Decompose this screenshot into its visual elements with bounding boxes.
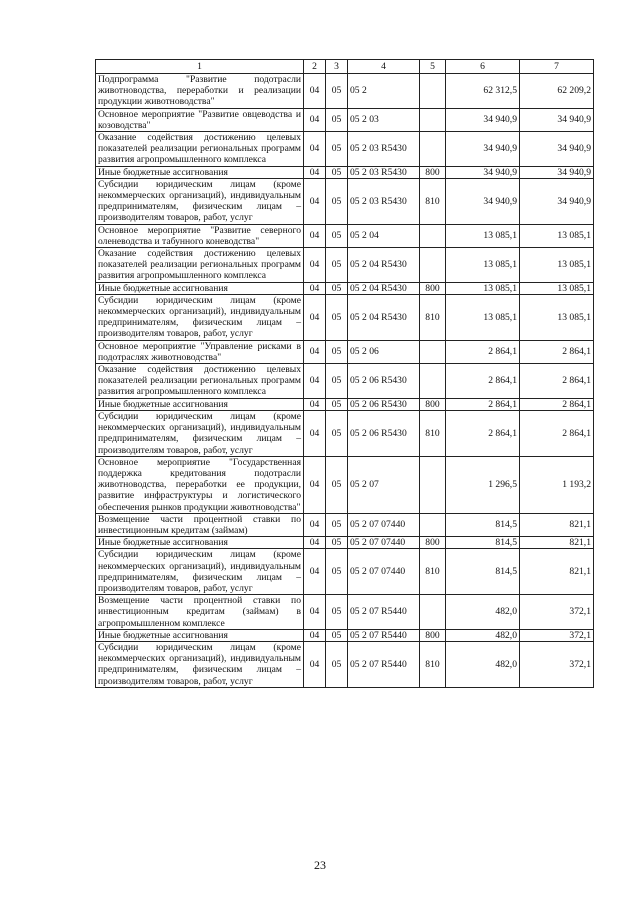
cell-amount-year1: 2 864,1 xyxy=(446,398,520,410)
cell-section: 05 xyxy=(326,178,348,224)
cell-section: 05 xyxy=(326,398,348,410)
table-row xyxy=(96,132,594,167)
cell-target-article: 05 2 03 R5430 xyxy=(348,166,420,178)
cell-target-article: 05 2 04 R5430 xyxy=(348,248,420,283)
cell-expense-type: 800 xyxy=(420,537,446,549)
table-row xyxy=(96,108,594,131)
cell-name: Оказание содействия достижению целевых показателей реализации региональных программ развития агропромышленного комплекса xyxy=(96,248,304,283)
cell-name: Возмещение части процентной ставки по инвестиционным кредитам (займам) в агропромышленном комплексе xyxy=(96,595,304,630)
cell-section: 05 xyxy=(326,549,348,595)
cell-expense-type xyxy=(420,364,446,399)
cell-ministry: 04 xyxy=(304,537,326,549)
cell-amount-year1: 482,0 xyxy=(446,629,520,641)
cell-section: 05 xyxy=(326,74,348,109)
cell-section: 05 xyxy=(326,282,348,294)
table-row xyxy=(96,74,594,109)
cell-target-article: 05 2 06 xyxy=(348,340,420,363)
page-number: 23 xyxy=(314,858,326,872)
header-col-4: 4 xyxy=(348,60,420,74)
cell-amount-year1: 34 940,9 xyxy=(446,132,520,167)
header-col-5: 5 xyxy=(420,60,446,74)
cell-ministry: 04 xyxy=(304,108,326,131)
cell-name: Основное мероприятие "Управление рисками в подотраслях животноводства" xyxy=(96,340,304,363)
table-row xyxy=(96,398,594,410)
cell-amount-year1: 34 940,9 xyxy=(446,178,520,224)
table-row xyxy=(96,549,594,595)
cell-ministry: 04 xyxy=(304,595,326,630)
header-col-1: 1 xyxy=(96,60,304,74)
cell-expense-type xyxy=(420,595,446,630)
cell-amount-year2: 13 085,1 xyxy=(520,248,594,283)
cell-target-article: 05 2 04 R5430 xyxy=(348,282,420,294)
header-col-7: 7 xyxy=(520,60,594,74)
cell-amount-year1: 482,0 xyxy=(446,595,520,630)
cell-amount-year2: 13 085,1 xyxy=(520,282,594,294)
table-row xyxy=(96,364,594,399)
cell-expense-type xyxy=(420,340,446,363)
cell-amount-year2: 2 864,1 xyxy=(520,340,594,363)
header-col-3: 3 xyxy=(326,60,348,74)
cell-amount-year2: 13 085,1 xyxy=(520,294,594,340)
cell-name: Субсидии юридическим лицам (кроме некоммерческих организаций), индивидуальным предпринимателям, физическим лицам – производителям товаров, работ, услуг xyxy=(96,178,304,224)
cell-ministry: 04 xyxy=(304,513,326,536)
cell-amount-year1: 62 312,5 xyxy=(446,74,520,109)
table-row xyxy=(96,166,594,178)
cell-amount-year2: 821,1 xyxy=(520,513,594,536)
cell-amount-year1: 482,0 xyxy=(446,641,520,687)
cell-expense-type xyxy=(420,513,446,536)
cell-name: Субсидии юридическим лицам (кроме некоммерческих организаций), индивидуальным предпринимателям, физическим лицам – производителям товаров, работ, услуг xyxy=(96,549,304,595)
cell-ministry: 04 xyxy=(304,224,326,247)
cell-name: Оказание содействия достижению целевых показателей реализации региональных программ развития агропромышленного комплекса xyxy=(96,364,304,399)
table-row xyxy=(96,513,594,536)
header-col-6: 6 xyxy=(446,60,520,74)
cell-expense-type xyxy=(420,224,446,247)
table-row xyxy=(96,224,594,247)
cell-target-article: 05 2 07 R5440 xyxy=(348,595,420,630)
cell-amount-year1: 1 296,5 xyxy=(446,456,520,513)
cell-expense-type: 810 xyxy=(420,178,446,224)
cell-amount-year1: 34 940,9 xyxy=(446,108,520,131)
cell-section: 05 xyxy=(326,456,348,513)
cell-expense-type xyxy=(420,456,446,513)
cell-ministry: 04 xyxy=(304,549,326,595)
cell-section: 05 xyxy=(326,410,348,456)
cell-section: 05 xyxy=(326,108,348,131)
cell-ministry: 04 xyxy=(304,340,326,363)
cell-expense-type: 810 xyxy=(420,641,446,687)
cell-amount-year2: 372,1 xyxy=(520,595,594,630)
cell-ministry: 04 xyxy=(304,294,326,340)
cell-target-article: 05 2 03 R5430 xyxy=(348,178,420,224)
cell-amount-year2: 62 209,2 xyxy=(520,74,594,109)
cell-name: Субсидии юридическим лицам (кроме некоммерческих организаций), индивидуальным предпринимателям, физическим лицам – производителям товаров, работ, услуг xyxy=(96,294,304,340)
cell-target-article: 05 2 03 xyxy=(348,108,420,131)
cell-ministry: 04 xyxy=(304,74,326,109)
cell-target-article: 05 2 07 07440 xyxy=(348,549,420,595)
cell-target-article: 05 2 06 R5430 xyxy=(348,410,420,456)
cell-expense-type xyxy=(420,108,446,131)
cell-ministry: 04 xyxy=(304,248,326,283)
cell-name: Основное мероприятие "Развитие северного оленеводства и табунного коневодства" xyxy=(96,224,304,247)
cell-amount-year2: 821,1 xyxy=(520,549,594,595)
cell-section: 05 xyxy=(326,537,348,549)
cell-target-article: 05 2 07 07440 xyxy=(348,513,420,536)
cell-name: Субсидии юридическим лицам (кроме некоммерческих организаций), индивидуальным предпринимателям, физическим лицам – производителям товаров, работ, услуг xyxy=(96,410,304,456)
table-row xyxy=(96,629,594,641)
cell-amount-year2: 34 940,9 xyxy=(520,178,594,224)
budget-table xyxy=(95,59,594,688)
cell-section: 05 xyxy=(326,595,348,630)
cell-expense-type: 810 xyxy=(420,410,446,456)
cell-amount-year1: 2 864,1 xyxy=(446,340,520,363)
cell-name: Иные бюджетные ассигнования xyxy=(96,166,304,178)
cell-expense-type: 810 xyxy=(420,294,446,340)
table-row xyxy=(96,641,594,687)
table-row xyxy=(96,537,594,549)
cell-target-article: 05 2 04 R5430 xyxy=(348,294,420,340)
cell-target-article: 05 2 xyxy=(348,74,420,109)
cell-target-article: 05 2 07 R5440 xyxy=(348,629,420,641)
cell-amount-year1: 13 085,1 xyxy=(446,224,520,247)
cell-section: 05 xyxy=(326,166,348,178)
cell-amount-year1: 2 864,1 xyxy=(446,364,520,399)
cell-ministry: 04 xyxy=(304,282,326,294)
cell-amount-year2: 1 193,2 xyxy=(520,456,594,513)
cell-amount-year1: 814,5 xyxy=(446,537,520,549)
cell-target-article: 05 2 04 xyxy=(348,224,420,247)
cell-ministry: 04 xyxy=(304,398,326,410)
table-body xyxy=(96,74,594,688)
table-header-row xyxy=(96,60,594,74)
cell-name: Основное мероприятие "Развитие овцеводства и козоводства" xyxy=(96,108,304,131)
cell-amount-year2: 34 940,9 xyxy=(520,166,594,178)
cell-amount-year2: 34 940,9 xyxy=(520,132,594,167)
table-row xyxy=(96,248,594,283)
cell-name: Возмещение части процентной ставки по инвестиционным кредитам (займам) xyxy=(96,513,304,536)
table-row xyxy=(96,282,594,294)
cell-expense-type xyxy=(420,132,446,167)
header-col-2: 2 xyxy=(304,60,326,74)
cell-ministry: 04 xyxy=(304,410,326,456)
cell-section: 05 xyxy=(326,513,348,536)
table-row xyxy=(96,340,594,363)
table-row xyxy=(96,456,594,513)
cell-ministry: 04 xyxy=(304,629,326,641)
cell-name: Субсидии юридическим лицам (кроме некоммерческих организаций), индивидуальным предпринимателям, физическим лицам – производителям товаров, работ, услуг xyxy=(96,641,304,687)
cell-target-article: 05 2 06 R5430 xyxy=(348,364,420,399)
cell-amount-year2: 2 864,1 xyxy=(520,398,594,410)
cell-amount-year2: 13 085,1 xyxy=(520,224,594,247)
cell-name: Подпрограмма "Развитие подотрасли животноводства, переработки и реализации продукции животноводства" xyxy=(96,74,304,109)
cell-expense-type: 800 xyxy=(420,282,446,294)
cell-ministry: 04 xyxy=(304,456,326,513)
cell-section: 05 xyxy=(326,132,348,167)
cell-ministry: 04 xyxy=(304,132,326,167)
cell-target-article: 05 2 03 R5430 xyxy=(348,132,420,167)
cell-ministry: 04 xyxy=(304,364,326,399)
cell-name: Иные бюджетные ассигнования xyxy=(96,282,304,294)
cell-target-article: 05 2 07 07440 xyxy=(348,537,420,549)
cell-expense-type: 800 xyxy=(420,166,446,178)
cell-section: 05 xyxy=(326,248,348,283)
cell-section: 05 xyxy=(326,340,348,363)
cell-amount-year2: 2 864,1 xyxy=(520,410,594,456)
cell-name: Иные бюджетные ассигнования xyxy=(96,398,304,410)
cell-name: Основное мероприятие "Государственная поддержка кредитования подотрасли животноводства, переработки ее продукции, развитие инфраструктуры и логистического обеспечения рынков продукции животноводства" xyxy=(96,456,304,513)
cell-target-article: 05 2 07 xyxy=(348,456,420,513)
cell-name: Иные бюджетные ассигнования xyxy=(96,537,304,549)
cell-amount-year2: 821,1 xyxy=(520,537,594,549)
cell-expense-type: 800 xyxy=(420,398,446,410)
table-row xyxy=(96,178,594,224)
cell-section: 05 xyxy=(326,224,348,247)
cell-expense-type xyxy=(420,248,446,283)
cell-section: 05 xyxy=(326,629,348,641)
cell-ministry: 04 xyxy=(304,178,326,224)
cell-amount-year1: 13 085,1 xyxy=(446,294,520,340)
cell-amount-year2: 372,1 xyxy=(520,629,594,641)
cell-amount-year1: 814,5 xyxy=(446,513,520,536)
cell-amount-year1: 13 085,1 xyxy=(446,248,520,283)
cell-name: Иные бюджетные ассигнования xyxy=(96,629,304,641)
cell-expense-type xyxy=(420,74,446,109)
table-row xyxy=(96,595,594,630)
cell-amount-year2: 34 940,9 xyxy=(520,108,594,131)
cell-target-article: 05 2 06 R5430 xyxy=(348,398,420,410)
cell-expense-type: 810 xyxy=(420,549,446,595)
cell-ministry: 04 xyxy=(304,641,326,687)
cell-section: 05 xyxy=(326,641,348,687)
cell-target-article: 05 2 07 R5440 xyxy=(348,641,420,687)
cell-amount-year1: 2 864,1 xyxy=(446,410,520,456)
cell-ministry: 04 xyxy=(304,166,326,178)
cell-section: 05 xyxy=(326,364,348,399)
cell-amount-year2: 372,1 xyxy=(520,641,594,687)
cell-amount-year2: 2 864,1 xyxy=(520,364,594,399)
cell-amount-year1: 13 085,1 xyxy=(446,282,520,294)
cell-name: Оказание содействия достижению целевых показателей реализации региональных программ развития агропромышленного комплекса xyxy=(96,132,304,167)
table-row xyxy=(96,294,594,340)
cell-section: 05 xyxy=(326,294,348,340)
cell-amount-year1: 34 940,9 xyxy=(446,166,520,178)
cell-expense-type: 800 xyxy=(420,629,446,641)
table-row xyxy=(96,410,594,456)
cell-amount-year1: 814,5 xyxy=(446,549,520,595)
